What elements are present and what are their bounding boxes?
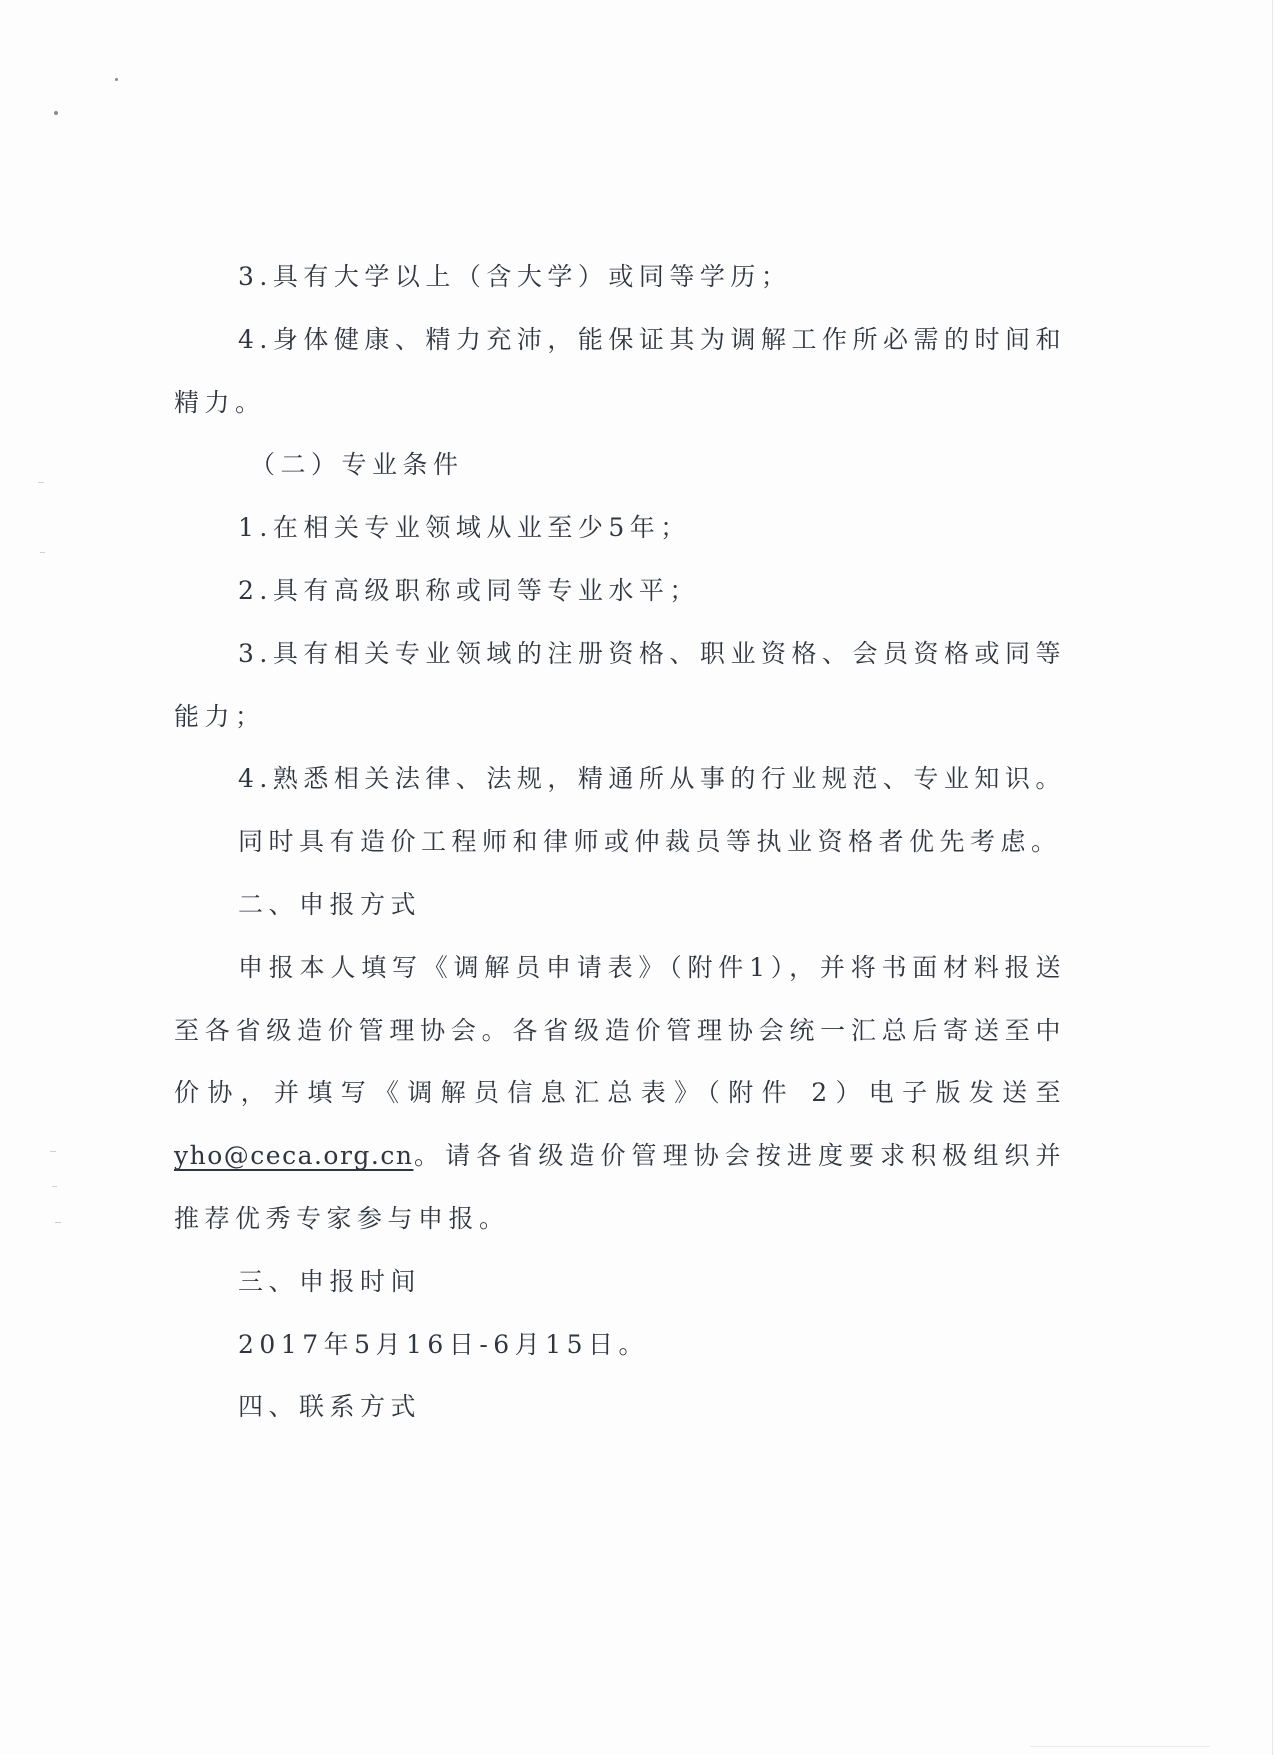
- paragraph-knowledge: 4.熟悉相关法律、法规，精通所从事的行业规范、专业知识。: [238, 764, 1066, 794]
- paragraph-health: 4.身体健康、精力充沛，能保证其为调解工作所必需的时间和精力。: [174, 324, 1066, 417]
- paragraph-time: 2017年5月16日-6月15日。: [238, 1329, 650, 1359]
- method-text: 申报本人填写《调解员申请表》（附件1），并将书面材料报送至各省级造价管理协会。各省级造价管理协会统一汇总后寄送至中价协，并填写《调解员信息汇总表》（附件 2）电子版发送至: [174, 952, 1066, 1108]
- section-heading-time: 三、申报时间: [238, 1266, 422, 1296]
- paragraph-experience: 1.在相关专业领域从业至少5年；: [238, 513, 691, 543]
- section-heading-professional: （二）专业条件: [250, 450, 464, 480]
- paragraph-education: 3.具有大学以上（含大学）或同等学历；: [238, 262, 792, 291]
- scan-mark: [1030, 1746, 1210, 1747]
- section-heading-contact: 四、联系方式: [238, 1392, 422, 1422]
- method-text-end: 。请各省级造价管理协会按进度要求积极组织并推荐优秀专家参与申报。: [174, 1141, 1066, 1233]
- paragraph-qualification: 3.具有相关专业领域的注册资格、职业资格、会员资格或同等能力；: [174, 638, 1066, 731]
- email-link[interactable]: yho@ceca.org.cn: [174, 1141, 414, 1171]
- scan-speck: [115, 78, 118, 81]
- scan-mark: [40, 552, 45, 553]
- scan-mark: [55, 1222, 61, 1223]
- page-edge: [1272, 0, 1273, 1755]
- paragraph-method: [174, 937, 1066, 1251]
- document-body: [174, 246, 1066, 1439]
- section-heading-method: 二、申报方式: [238, 889, 422, 919]
- paragraph-preference: 同时具有造价工程师和律师或仲裁员等执业资格者优先考虑。: [238, 827, 1062, 857]
- scan-mark: [50, 1151, 56, 1152]
- paragraph-title: 2.具有高级职称或同等专业水平；: [238, 575, 700, 605]
- scan-speck: [54, 111, 58, 115]
- scan-mark: [52, 1186, 57, 1187]
- scan-mark: [38, 482, 44, 483]
